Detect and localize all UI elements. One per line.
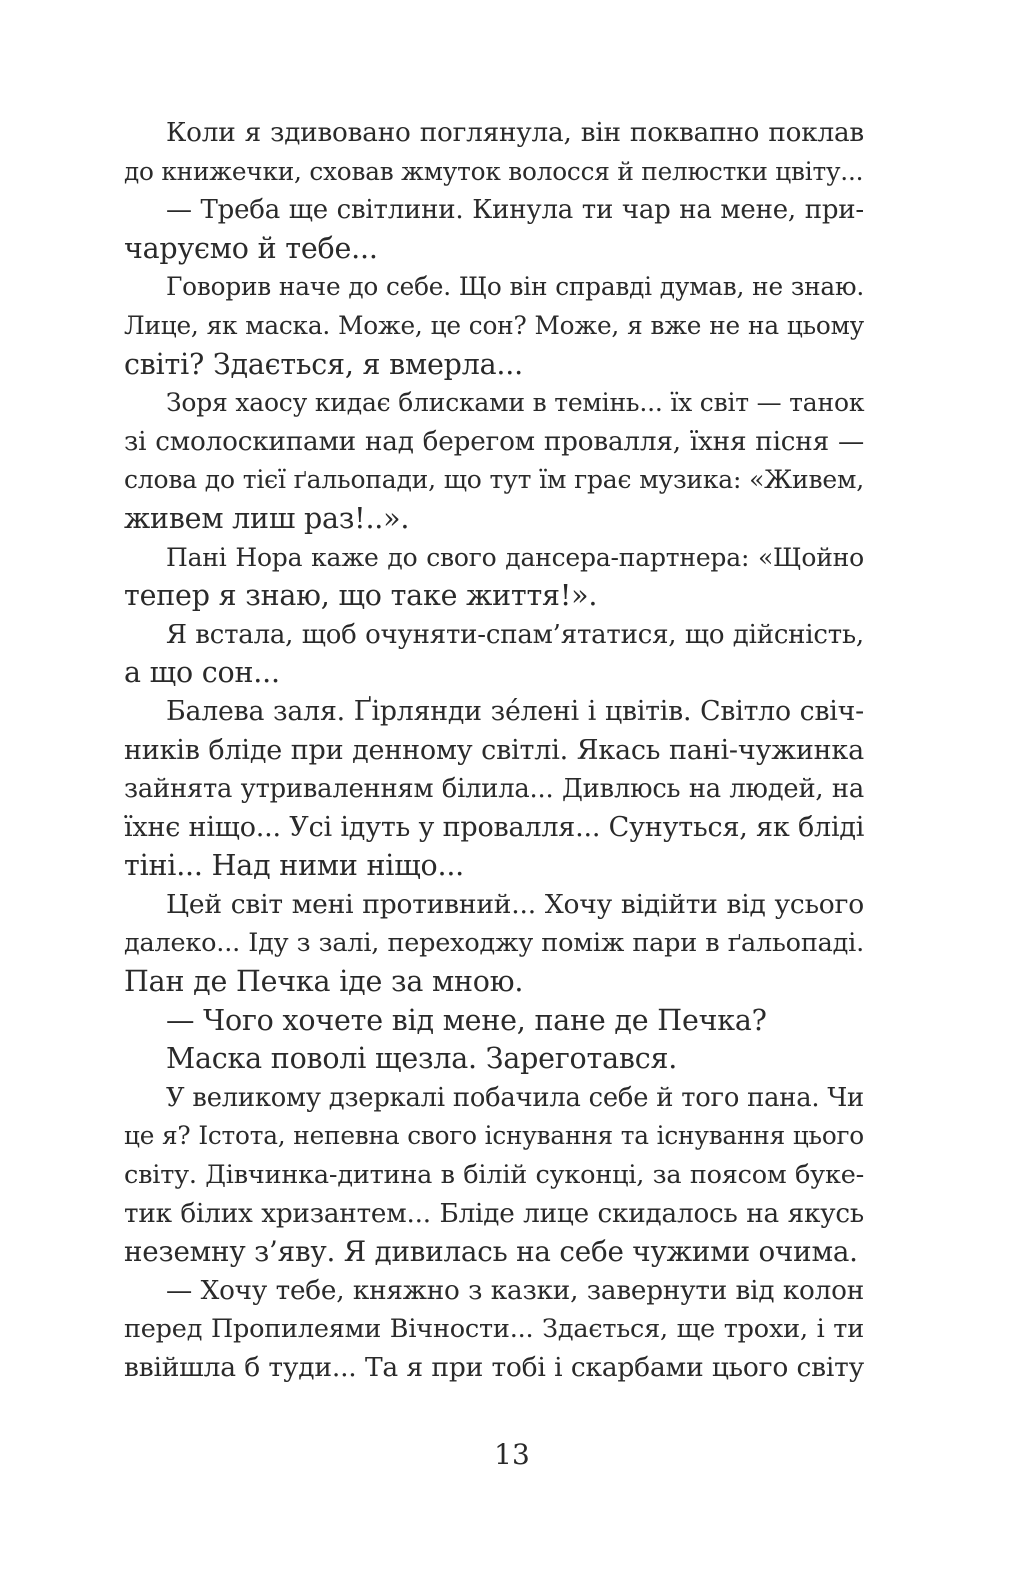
text-line: Балева заля. Ґірлянди зе́лені і цвітів. Світло свіч- <box>166 695 864 727</box>
text-line: Пані Нора каже до свого дансера-партнера: «Щойно <box>166 542 864 572</box>
text-line: тіні... Над ними ніщо... <box>124 849 465 883</box>
text-line: слова до тієї ґальопади, що тут їм грає музика: «Живем, <box>124 465 864 495</box>
text-line: Пан де Печка іде за мною. <box>124 965 524 999</box>
text-line: їхнє ніщо... Усі ідуть у провалля... Сунуться, як бліді <box>124 811 865 843</box>
text-line: Коли я здивовано поглянула, він поквапно поклав <box>166 118 864 148</box>
text-line: ників бліде при денному світлі. Якась пані-чужинка <box>124 734 864 766</box>
text-line: — Хочу тебе, княжно з казки, завернути від колон <box>166 1275 864 1306</box>
text-line: Зоря хаосу кидає блисками в темінь... їх світ — танок <box>166 388 865 418</box>
text-line: Я встала, щоб очуняти-спам’ятатися, що дійсність, <box>166 619 864 650</box>
text-line: ввійшла б туди... Та я при тобі і скарбами цього світу <box>124 1352 864 1383</box>
text-line: Маска поволі щезла. Зареготався. <box>166 1042 678 1076</box>
text-line: зайнята утривaленням білила... Дивлюсь на людей, на <box>124 774 864 805</box>
text-line: перед Пропилеями Вічности... Здається, ще трохи, і ти <box>124 1314 864 1345</box>
text-line: а що сон... <box>124 656 280 690</box>
text-line: Лице, як маска. Може, це сон? Може, я вже не на цьому <box>124 310 864 340</box>
text-line: Цей світ мені противний... Хочу відійти від усього <box>166 888 864 920</box>
text-line: — Чого хочете від мене, пане де Печка? <box>166 1003 767 1037</box>
text-line: чаруємо й тебе... <box>124 231 378 265</box>
text-line: тик білих хризантем... Бліде лице скидалось на якусь <box>124 1198 864 1229</box>
text-line: У великому дзеркалі побачила себе й того пана. Чи <box>166 1082 864 1113</box>
text-line: світі? Здається, я вмерла... <box>124 347 523 381</box>
text-line: тепер я знаю, що таке життя!». <box>124 579 598 613</box>
text-line: Говорив наче до себе. Що він справді думав, не знаю. <box>166 272 864 302</box>
body-text <box>124 114 864 1388</box>
text-line: світу. Дівчинка-дитина в білій суконці, за поясом буке- <box>124 1160 864 1191</box>
text-line: далеко... Іду з залі, переходжу поміж пари в ґальопаді. <box>124 928 864 959</box>
text-line: зі смолоскипами над берегом провалля, їхня пісня — <box>124 426 864 457</box>
text-line: це я? Істота, непевна свого існування та існування цього <box>124 1121 864 1151</box>
text-line: неземну з’яву. Я дивилась на себе чужими очима. <box>124 1235 858 1269</box>
text-line: живем лиш раз!..». <box>124 501 410 535</box>
text-line: до книжечки, сховав жмуток волосся й пелюстки цвіту... <box>124 156 864 186</box>
text-line: — Треба ще світлини. Кинула ти чар на мене, при- <box>166 195 864 226</box>
page-number: 13 <box>494 1438 530 1471</box>
